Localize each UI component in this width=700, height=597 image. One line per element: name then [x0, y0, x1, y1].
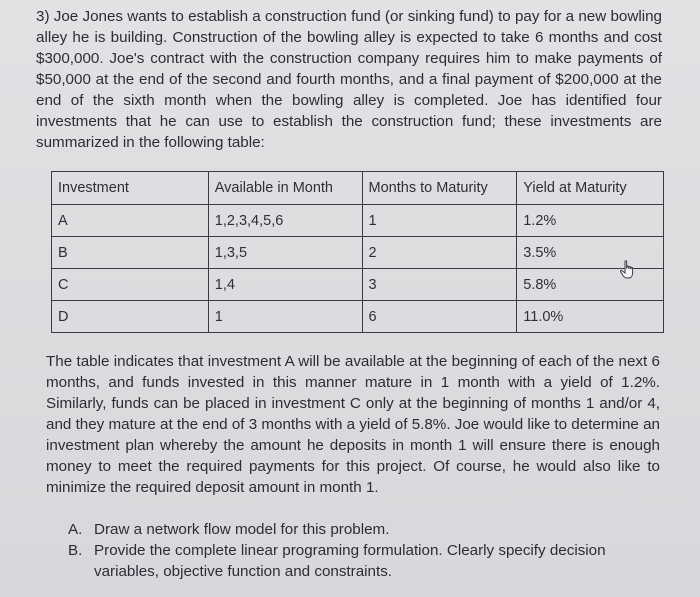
intro-line: payments of $50,000 at the end of the second and fourth months, and a final payment of [36, 50, 662, 88]
table-row [52, 301, 664, 333]
cell-investment: A [52, 205, 209, 237]
cell-available: 1,3,5 [208, 237, 362, 269]
cell-investment: D [52, 301, 209, 333]
header-months-to-maturity: Months to Maturity [362, 172, 517, 205]
explain-line: 6 months, and funds invested in this manner mature in 1 month with a yield of 1.2%. [46, 353, 660, 391]
cell-investment: B [52, 237, 209, 269]
table-header-row [52, 172, 664, 205]
cell-yield: 5.8% [517, 269, 664, 301]
investments-table [51, 171, 664, 333]
intro-line: and cost $300,000. Joe's contract with the construction company requires him to make [36, 29, 662, 67]
cell-yield: 1.2% [517, 205, 664, 237]
intro-line: $200,000 at the end of the sixth month when the bowling alley is completed. Joe has [36, 71, 662, 109]
cell-investment: C [52, 269, 209, 301]
task-text: Draw a network flow model for this problem. [94, 521, 390, 538]
header-yield-at-maturity: Yield at Maturity [517, 172, 664, 205]
task-letter: A. [68, 521, 83, 538]
cell-yield: 3.5% [517, 237, 664, 269]
problem-intro [36, 6, 662, 153]
explain-line: The table indicates that investment A will be available at the beginning of each of the next [46, 353, 648, 370]
header-available-in-month: Available in Month [208, 172, 362, 205]
cell-available: 1,4 [208, 269, 362, 301]
cell-maturity: 3 [362, 269, 517, 301]
explain-line: like to minimize the required deposit amount in month 1. [46, 458, 660, 496]
problem-explanation [46, 351, 660, 498]
explain-line: enough money to meet the required payments for this project. Of course, he would also [46, 437, 660, 475]
cell-maturity: 6 [362, 301, 517, 333]
intro-line: 3) Joe Jones wants to establish a construction fund (or sinking fund) to pay for a new [36, 8, 607, 25]
table-row [52, 205, 664, 237]
explain-line: an investment plan whereby the amount he deposits in month 1 will ensure there is [46, 416, 660, 454]
cell-yield: 11.0% [517, 301, 664, 333]
table-row [52, 269, 664, 301]
list-item [68, 540, 658, 582]
task-letter: B. [68, 542, 83, 559]
explain-line: 4, and they mature at the end of 3 months with a yield of 5.8%. Joe would like to determine [46, 395, 660, 433]
table-row [52, 237, 664, 269]
hand-pointer-icon [619, 260, 637, 280]
cell-available: 1 [208, 301, 362, 333]
task-text: Provide the complete linear programing formulation. Clearly specify decision variables, objective function and constraints. [94, 542, 606, 580]
list-item [68, 519, 658, 540]
cell-available: 1,2,3,4,5,6 [208, 205, 362, 237]
cell-maturity: 2 [362, 237, 517, 269]
header-investment: Investment [52, 172, 209, 205]
intro-line: identified four investments that he can use to establish the construction fund; these [36, 92, 662, 130]
explain-line: Similarly, funds can be placed in investment C only at the beginning of months 1 and/or [46, 395, 643, 412]
intro-line: bowling alley he is building. Construction of the bowling alley is expected to take 6 months [36, 8, 662, 46]
intro-line: investments are summarized in the following table: [36, 113, 662, 151]
task-list [68, 519, 658, 582]
cell-maturity: 1 [362, 205, 517, 237]
